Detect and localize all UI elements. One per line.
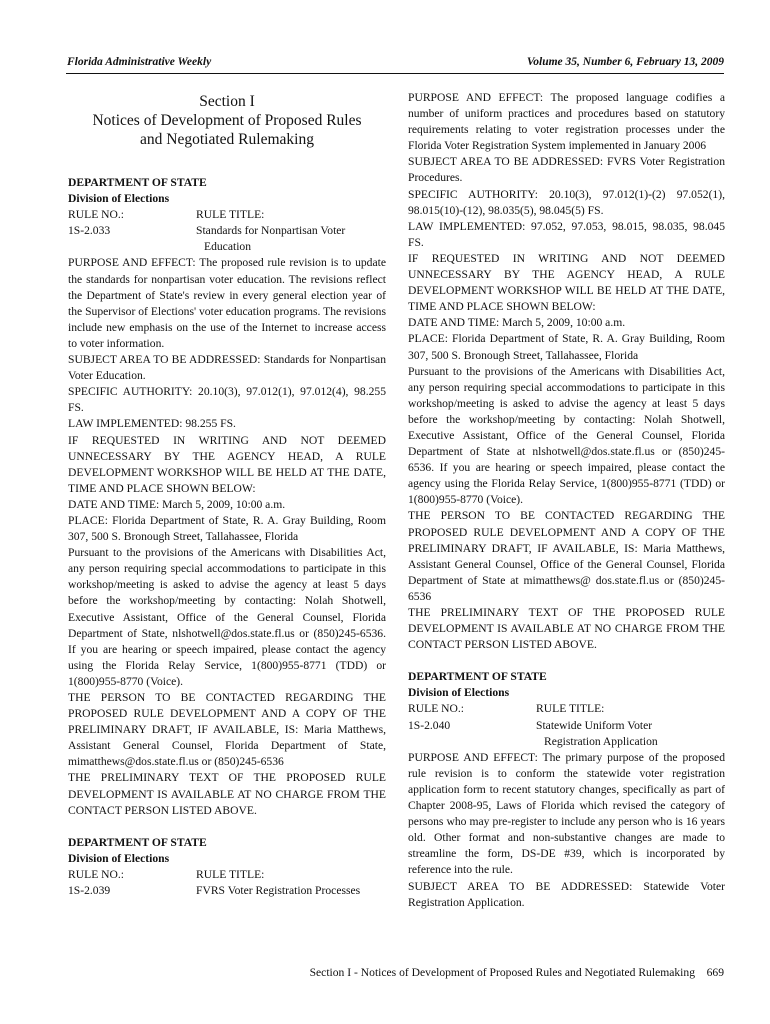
rule-title-label: RULE TITLE: xyxy=(196,208,265,222)
notice-1s-2-039 xyxy=(68,835,386,899)
header-divider xyxy=(66,73,724,74)
section-heading xyxy=(68,92,386,149)
rule-title-continued: Registration Application xyxy=(544,734,658,748)
rule-info xyxy=(408,701,725,749)
left-column xyxy=(68,90,386,899)
division-heading: Division of Elections xyxy=(68,192,170,206)
contact-person: THE PERSON TO BE CONTACTED REGARDING THE PROPOSED RULE DEVELOPMENT AND A COPY OF THE PRELIMINARY DRAFT, IF AVAILABLE, IS: Maria Matthews, Assistant General Counsel, Office of the General Counsel, Florida Department of State at mimatthews@ dos.state.fl.us or (850)245-6536 xyxy=(408,509,725,603)
law-implemented: LAW IMPLEMENTED: 98.255 FS. xyxy=(68,417,236,431)
preliminary-text: THE PRELIMINARY TEXT OF THE PROPOSED RULE DEVELOPMENT IS AVAILABLE AT NO CHARGE FROM THE CONTACT PERSON LISTED ABOVE. xyxy=(408,606,725,652)
footer-section-title: Section I - Notices of Development of Proposed Rules and Negotiated Rulemaking xyxy=(309,966,695,979)
running-header-issue: Volume 35, Number 6, February 13, 2009 xyxy=(526,56,724,68)
purpose-and-effect: PURPOSE AND EFFECT: The primary purpose of the proposed rule revision is to conform the statewide voter registration application form to recent statutory changes, specifically as part of Chapter 2008-95, Laws of Florida which revised the category of persons who may pre-register to include any person who is 16 years old. Other format and non-substantive changes are made to streamline the form, DS-DE #39, which is incorporated by reference into the rule. xyxy=(408,750,725,877)
preliminary-text: THE PRELIMINARY TEXT OF THE PROPOSED RULE DEVELOPMENT IS AVAILABLE AT NO CHARGE FROM THE CONTACT PERSON LISTED ABOVE. xyxy=(68,771,386,817)
purpose-and-effect: PURPOSE AND EFFECT: The proposed language codifies a number of uniform practices and procedures based on statutory requirements relating to voter registration processes under the Florida Voter Registration System implemented in January 2006 xyxy=(408,91,725,153)
ada-notice: Pursuant to the provisions of the Americans with Disabilities Act, any person requiring special accommodations to participate in this workshop/meeting is asked to advise the agency at least 5 days before the workshop/meeting by contacting: Nolah Shotwell, Executive Assistant, Office of the General Counsel, Florida Department of State at nlshotwell@dos.state.fl.us or (850)245-6536. If you are hearing or speech impaired, please contact the agency using the Florida Relay Service, 1(800)955-8771 (TDD) or 1(800)955-8770 (Voice). xyxy=(408,364,725,507)
department-heading: DEPARTMENT OF STATE xyxy=(408,670,547,684)
subject-area: SUBJECT AREA TO BE ADDRESSED: Statewide Voter Registration Application. xyxy=(408,879,725,909)
rule-title: Standards for Nonpartisan Voter xyxy=(196,224,346,238)
rule-no: 1S-2.040 xyxy=(408,718,451,732)
place: PLACE: Florida Department of State, R. A. Gray Building, Room 307, 500 S. Bronough Street, Tallahassee, Florida xyxy=(408,332,725,362)
notice-1s-2-040 xyxy=(408,669,725,910)
rule-no: 1S-2.039 xyxy=(68,884,111,898)
section-title-line-1: Notices of Development of Proposed Rules xyxy=(92,112,362,129)
department-heading: DEPARTMENT OF STATE xyxy=(68,176,207,189)
workshop-notice: IF REQUESTED IN WRITING AND NOT DEEMED UNNECESSARY BY THE AGENCY HEAD, A RULE DEVELOPMENT WORKSHOP WILL BE HELD AT THE DATE, TIME AND PLACE SHOWN BELOW: xyxy=(68,433,386,495)
ada-notice: Pursuant to the provisions of the Americans with Disabilities Act, any person requiring special accommodations to participate in this workshop/meeting is asked to advise the agency at least 5 days before the workshop/meeting by contacting: Nolah Shotwell, Executive Assistant, Office of the General Counsel, Florida Department of State, nlshotwell@dos.state.fl.us or (850)245-6536. If you are hearing or speech impaired, please contact the agency using the Florida Relay Service, 1(800)955-8771 (TDD) or 1(800)955-8770 (Voice). xyxy=(68,546,386,688)
page-number: 669 xyxy=(706,966,724,979)
rule-no-label: RULE NO.: xyxy=(68,208,125,222)
section-title-line-2: and Negotiated Rulemaking xyxy=(140,131,314,148)
notice-1s-2-033 xyxy=(68,175,386,819)
specific-authority: SPECIFIC AUTHORITY: 20.10(3), 97.012(1)-(2) 97.052(1), 98.015(10)-(12), 98.035(5), 98.045(5) FS. xyxy=(408,187,725,217)
division-heading: Division of Elections xyxy=(68,851,170,865)
page-footer xyxy=(310,966,724,979)
workshop-notice: IF REQUESTED IN WRITING AND NOT DEEMED UNNECESSARY BY THE AGENCY HEAD, A RULE DEVELOPMENT WORKSHOP WILL BE HELD AT THE DATE, TIME AND PLACE SHOWN BELOW: xyxy=(408,251,725,314)
rule-no: 1S-2.033 xyxy=(68,224,111,238)
rule-title: Statewide Uniform Voter xyxy=(536,718,653,732)
right-column xyxy=(408,90,725,911)
rule-title-continued: Education xyxy=(204,240,252,254)
section-number: Section I xyxy=(199,93,255,110)
rule-title-label: RULE TITLE: xyxy=(196,867,265,881)
subject-area: SUBJECT AREA TO BE ADDRESSED: FVRS Voter Registration Procedures. xyxy=(408,155,725,185)
place: PLACE: Florida Department of State, R. A. Gray Building, Room 307, 500 S. Bronough Street, Tallahassee, Florida xyxy=(68,513,386,544)
rule-title-label: RULE TITLE: xyxy=(536,702,605,716)
contact-person: THE PERSON TO BE CONTACTED REGARDING THE PROPOSED RULE DEVELOPMENT AND A COPY OF THE PRELIMINARY DRAFT, IF AVAILABLE, IS: Maria Matthews, Assistant General Counsel, Florida Department of State, mimatthews@dos.state.fl.us or (850)245-6536 xyxy=(68,691,386,769)
rule-title: FVRS Voter Registration Processes xyxy=(196,884,361,898)
law-implemented: LAW IMPLEMENTED: 97.052, 97.053, 98.015, 98.035, 98.045 FS. xyxy=(408,219,725,249)
purpose-and-effect: PURPOSE AND EFFECT: The proposed rule revision is to update the standards for nonpartisan voter education. The revisions reflect the Department of State's review in every general election year of the Supervisor of Elections' voter education programs. The revisions include new emphasis on the use of the Internet to increase access to voter information. xyxy=(68,256,386,350)
rule-info xyxy=(68,207,386,255)
specific-authority: SPECIFIC AUTHORITY: 20.10(3), 97.012(1), 97.012(4), 98.255 FS. xyxy=(68,385,386,415)
running-header-publication: Florida Administrative Weekly xyxy=(67,56,212,68)
rule-info xyxy=(68,867,386,899)
date-and-time: DATE AND TIME: March 5, 2009, 10:00 a.m. xyxy=(408,316,626,330)
rule-no-label: RULE NO.: xyxy=(68,867,125,881)
department-heading: DEPARTMENT OF STATE xyxy=(68,835,207,849)
division-heading: Division of Elections xyxy=(408,686,510,700)
rule-no-label: RULE NO.: xyxy=(408,702,465,716)
date-and-time: DATE AND TIME: March 5, 2009, 10:00 a.m. xyxy=(68,497,286,511)
notice-1s-2-039-continued xyxy=(408,90,725,653)
subject-area: SUBJECT AREA TO BE ADDRESSED: Standards for Nonpartisan Voter Education. xyxy=(68,353,386,383)
